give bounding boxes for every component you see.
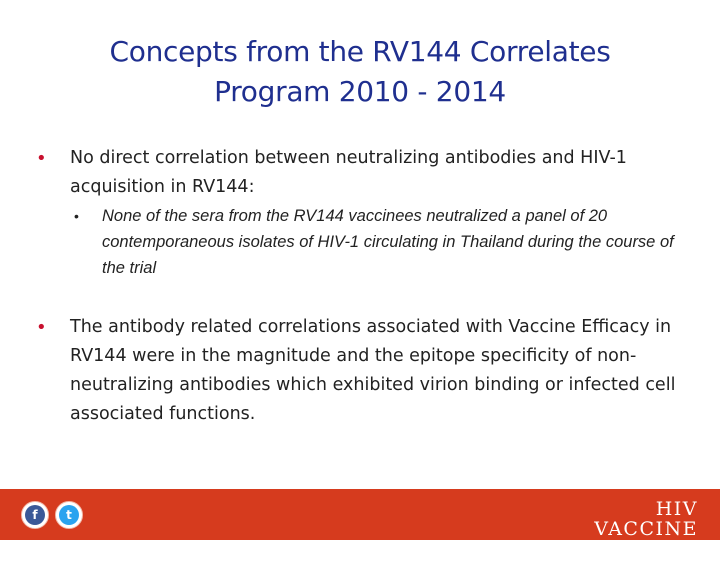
twitter-icon: t	[59, 505, 79, 525]
twitter-button[interactable]	[55, 501, 83, 529]
slide-title-line-1: Concepts from the RV144 Correlates	[109, 35, 611, 68]
logo-main-text: HIV VACCINE	[594, 498, 698, 540]
logo-sub-text: TRIALS NETWORK	[617, 541, 704, 561]
bullet-text-1: No direct correlation between neutralizing antibodies and HIV-1 acquisition in RV144:	[70, 148, 627, 197]
bullet-marker-2: •	[36, 317, 47, 338]
bullet-text-2: The antibody related correlations associated with Vaccine Efficacy in RV144 were in the magnitude and the epitope specificity of non-neutralizing antibodies which exhibited virion binding or infected cell associated functions.	[70, 317, 676, 424]
bullet-marker-1: •	[36, 148, 47, 169]
facebook-button[interactable]	[21, 501, 49, 529]
slide-title	[0, 32, 720, 112]
bullet-item-2	[36, 313, 680, 429]
hvtn-logo	[548, 498, 704, 563]
footer-bar	[0, 489, 720, 561]
slide-title-line-2: Program 2010 - 2014	[214, 75, 506, 108]
bullet-item-1	[36, 144, 680, 202]
facebook-icon: f	[25, 505, 45, 525]
sub-bullet-text-1: None of the sera from the RV144 vaccinees neutralized a panel of 20 contemporaneous isolates of HIV-1 circulating in Thailand during the course of the trial	[102, 207, 674, 277]
sub-bullet-item-1	[74, 203, 692, 281]
sub-bullet-marker-1: •	[74, 208, 79, 224]
